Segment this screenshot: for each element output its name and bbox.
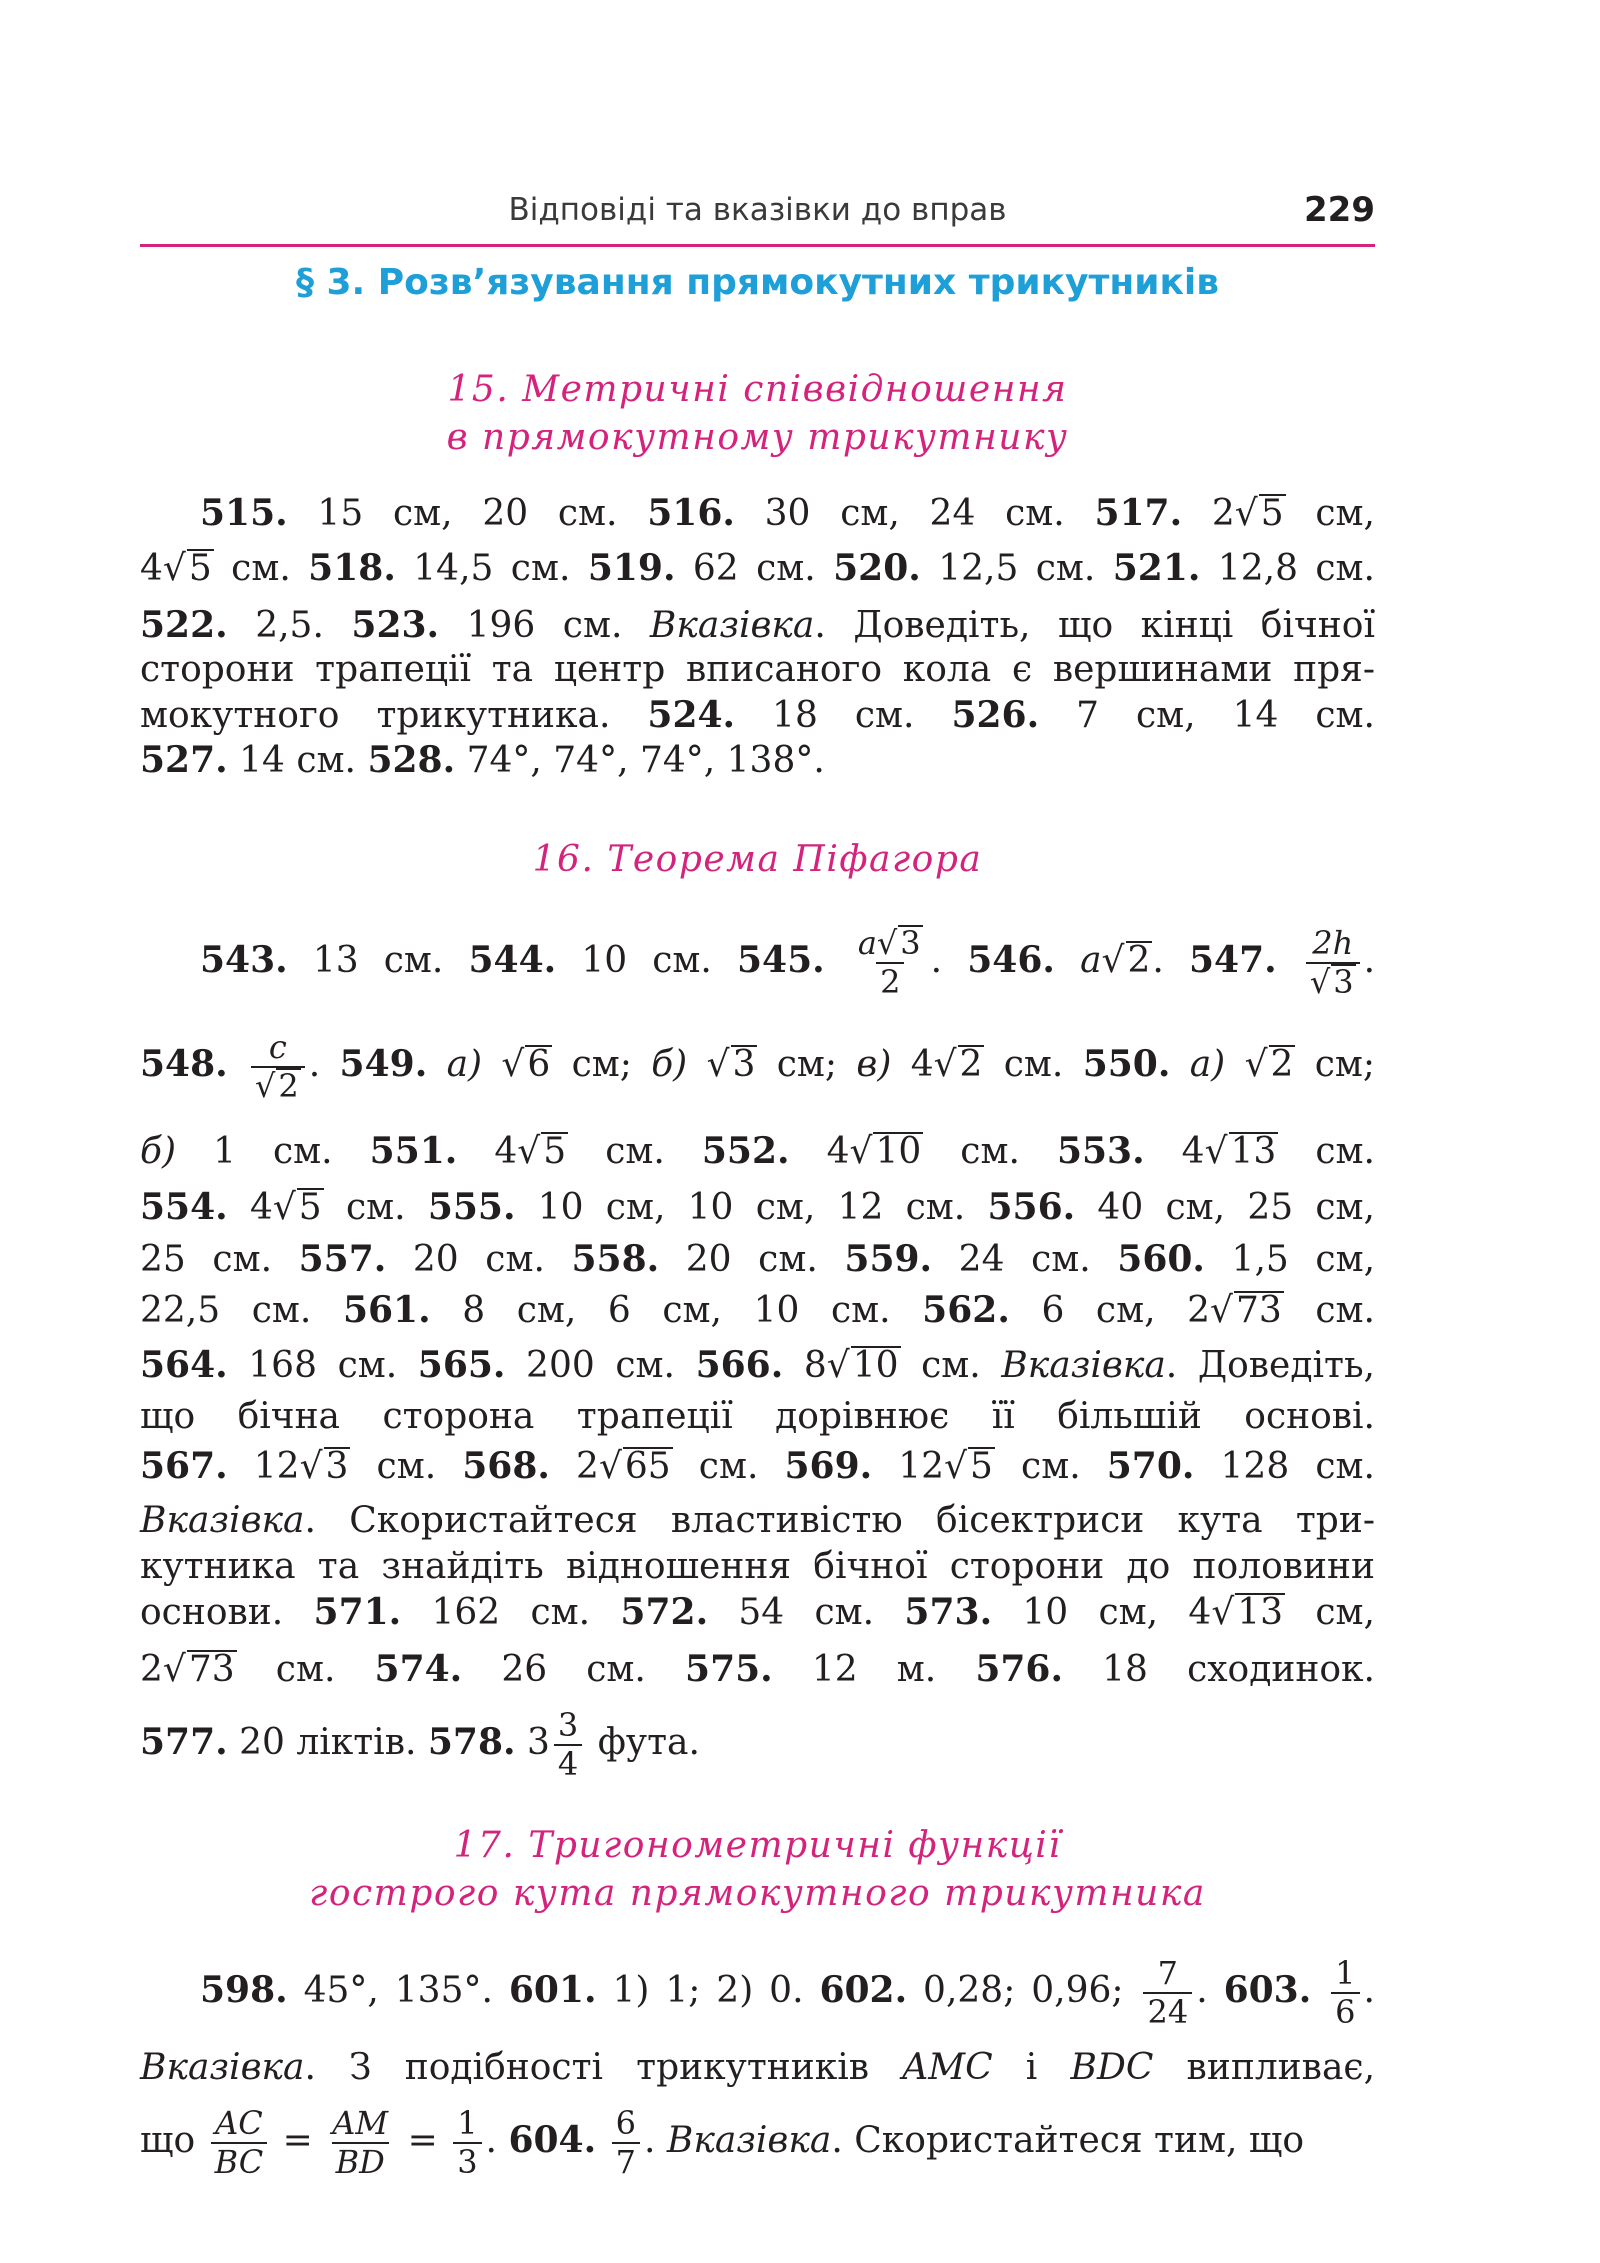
subsection-17-line-2: гострого кута прямокутного трикутника xyxy=(309,1873,1206,1914)
page-number: 229 xyxy=(1304,190,1375,230)
fraction: $\frac{c}{√2}$ xyxy=(251,1029,305,1105)
subsection-16-title: 16. Теорема Піфагора xyxy=(532,839,983,880)
answer-line: кутника та знайдіть відношення бічної сторони до половини xyxy=(140,1546,1375,1587)
answer-line: 554. 4√5 см. 555. 10 см, 10 см, 12 см. 556. 40 см, 25 см, xyxy=(140,1186,1375,1228)
fraction: $\frac{2h}{√3}$ xyxy=(1306,925,1360,1001)
header-rule xyxy=(140,244,1375,247)
hint-label: Вказівка xyxy=(1001,1345,1166,1386)
answer-line: Вказівка. Скористайтеся властивістю бісектриси кута три- xyxy=(140,1500,1375,1541)
fraction: $\frac{AC}{BC}$ xyxy=(211,2105,268,2181)
subsection-17-title xyxy=(140,1822,1375,1918)
subsection-17-line-1: 17. Тригонометричні функції xyxy=(453,1825,1062,1866)
fraction: $\frac{3}{4}$ xyxy=(554,1707,582,1783)
answer-line: основи. 571. 162 см. 572. 54 см. 573. 10 см, 4√13 см, xyxy=(140,1591,1375,1633)
subsection-15-line-2: в прямокутному трикутнику xyxy=(446,417,1069,458)
answer-line: мокутного трикутника. 524. 18 см. 526. 7 см, 14 см. xyxy=(140,694,1376,736)
answer-line: 577. 20 ліктів. 578. 3 $\frac{3}{4}$ фута. xyxy=(140,1706,700,1783)
answer-line: 4√5 см. 518. 14,5 см. 519. 62 см. 520. 12,5 см. 521. 12,8 см. xyxy=(140,547,1375,589)
answer-line: 515. 15 см, 20 см. 516. 30 см, 24 см. 517. 2√5 см, xyxy=(200,492,1375,534)
answer-line: 598. 45°, 135°. 601. 1) 1; 2) 0. 602. 0,28; 0,96; $\frac{7}{24}$ . 603. $\frac{1}{6}$ . xyxy=(200,1954,1375,2031)
fraction: $\frac{a√3}{2}$ xyxy=(857,924,921,1001)
answer-line: що $\frac{AC}{BC}$ = $\frac{AM}{BD}$ = $\frac{1}{3}$ . 604. $\frac{6}{7}$ . Вказівка. Скористайтеся тим, що xyxy=(140,2104,1305,2181)
fraction: $\frac{6}{7}$ xyxy=(612,2105,640,2181)
hint-label: Вказівка xyxy=(649,605,815,646)
answer-line: 548. $\frac{c}{√2}$ . 549. а) √6 см; б) √3 см; в) 4√2 см. 550. а) √2 см; xyxy=(140,1028,1376,1105)
answer-line: 522. 2,5. 523. 196 см. Вказівка. Доведіть, що кінці бічної xyxy=(140,604,1375,646)
section-title: § 3. Розв’язування прямокутних трикутників xyxy=(295,262,1220,303)
answer-line: б) 1 см. 551. 4√5 см. 552. 4√10 см. 553. 4√13 см. xyxy=(140,1130,1375,1172)
running-title: Відповіді та вказівки до вправ xyxy=(508,192,1007,228)
fraction: $\frac{1}{6}$ xyxy=(1331,1955,1359,2031)
fraction: $\frac{7}{24}$ xyxy=(1143,1955,1192,2031)
answer-line: сторони трапеції та центр вписаного кола є вершинами пря- xyxy=(140,649,1375,690)
answer-line: 543. 13 см. 544. 10 см. 545. $\frac{a√3}{2}$ . 546. a√2. 547. $\frac{2h}{√3}$ . xyxy=(200,924,1376,1001)
hint-label: Вказівка xyxy=(140,1500,305,1541)
fraction: $\frac{1}{3}$ xyxy=(453,2105,481,2181)
answer-line: 2√73 см. 574. 26 см. 575. 12 м. 576. 18 сходинок. xyxy=(140,1648,1375,1690)
subsection-15-line-1: 15. Метричні співвідношення xyxy=(447,369,1068,410)
running-head xyxy=(140,190,1375,240)
answer-line: 22,5 см. 561. 8 см, 6 см, 10 см. 562. 6 см, 2√73 см. xyxy=(140,1289,1375,1331)
answer-line: 564. 168 см. 565. 200 см. 566. 8√10 см. Вказівка. Доведіть, xyxy=(140,1344,1375,1386)
subsection-15-title xyxy=(140,366,1375,462)
fraction: $\frac{AM}{BD}$ xyxy=(332,2104,389,2181)
hint-label: Вказівка xyxy=(140,2047,305,2088)
answer-line: 527. 14 см. 528. 74°, 74°, 74°, 138°. xyxy=(140,739,825,781)
answer-line: Вказівка. З подібності трикутників AMC і BDC випливає, xyxy=(140,2047,1376,2088)
answer-line: 25 см. 557. 20 см. 558. 20 см. 559. 24 см. 560. 1,5 см, xyxy=(140,1238,1376,1280)
hint-label: Вказівка xyxy=(666,2120,832,2161)
answer-line: що бічна сторона трапеції дорівнює її більшій основі. xyxy=(140,1396,1375,1437)
answer-line: 567. 12√3 см. 568. 2√65 см. 569. 12√5 см. 570. 128 см. xyxy=(140,1445,1375,1487)
